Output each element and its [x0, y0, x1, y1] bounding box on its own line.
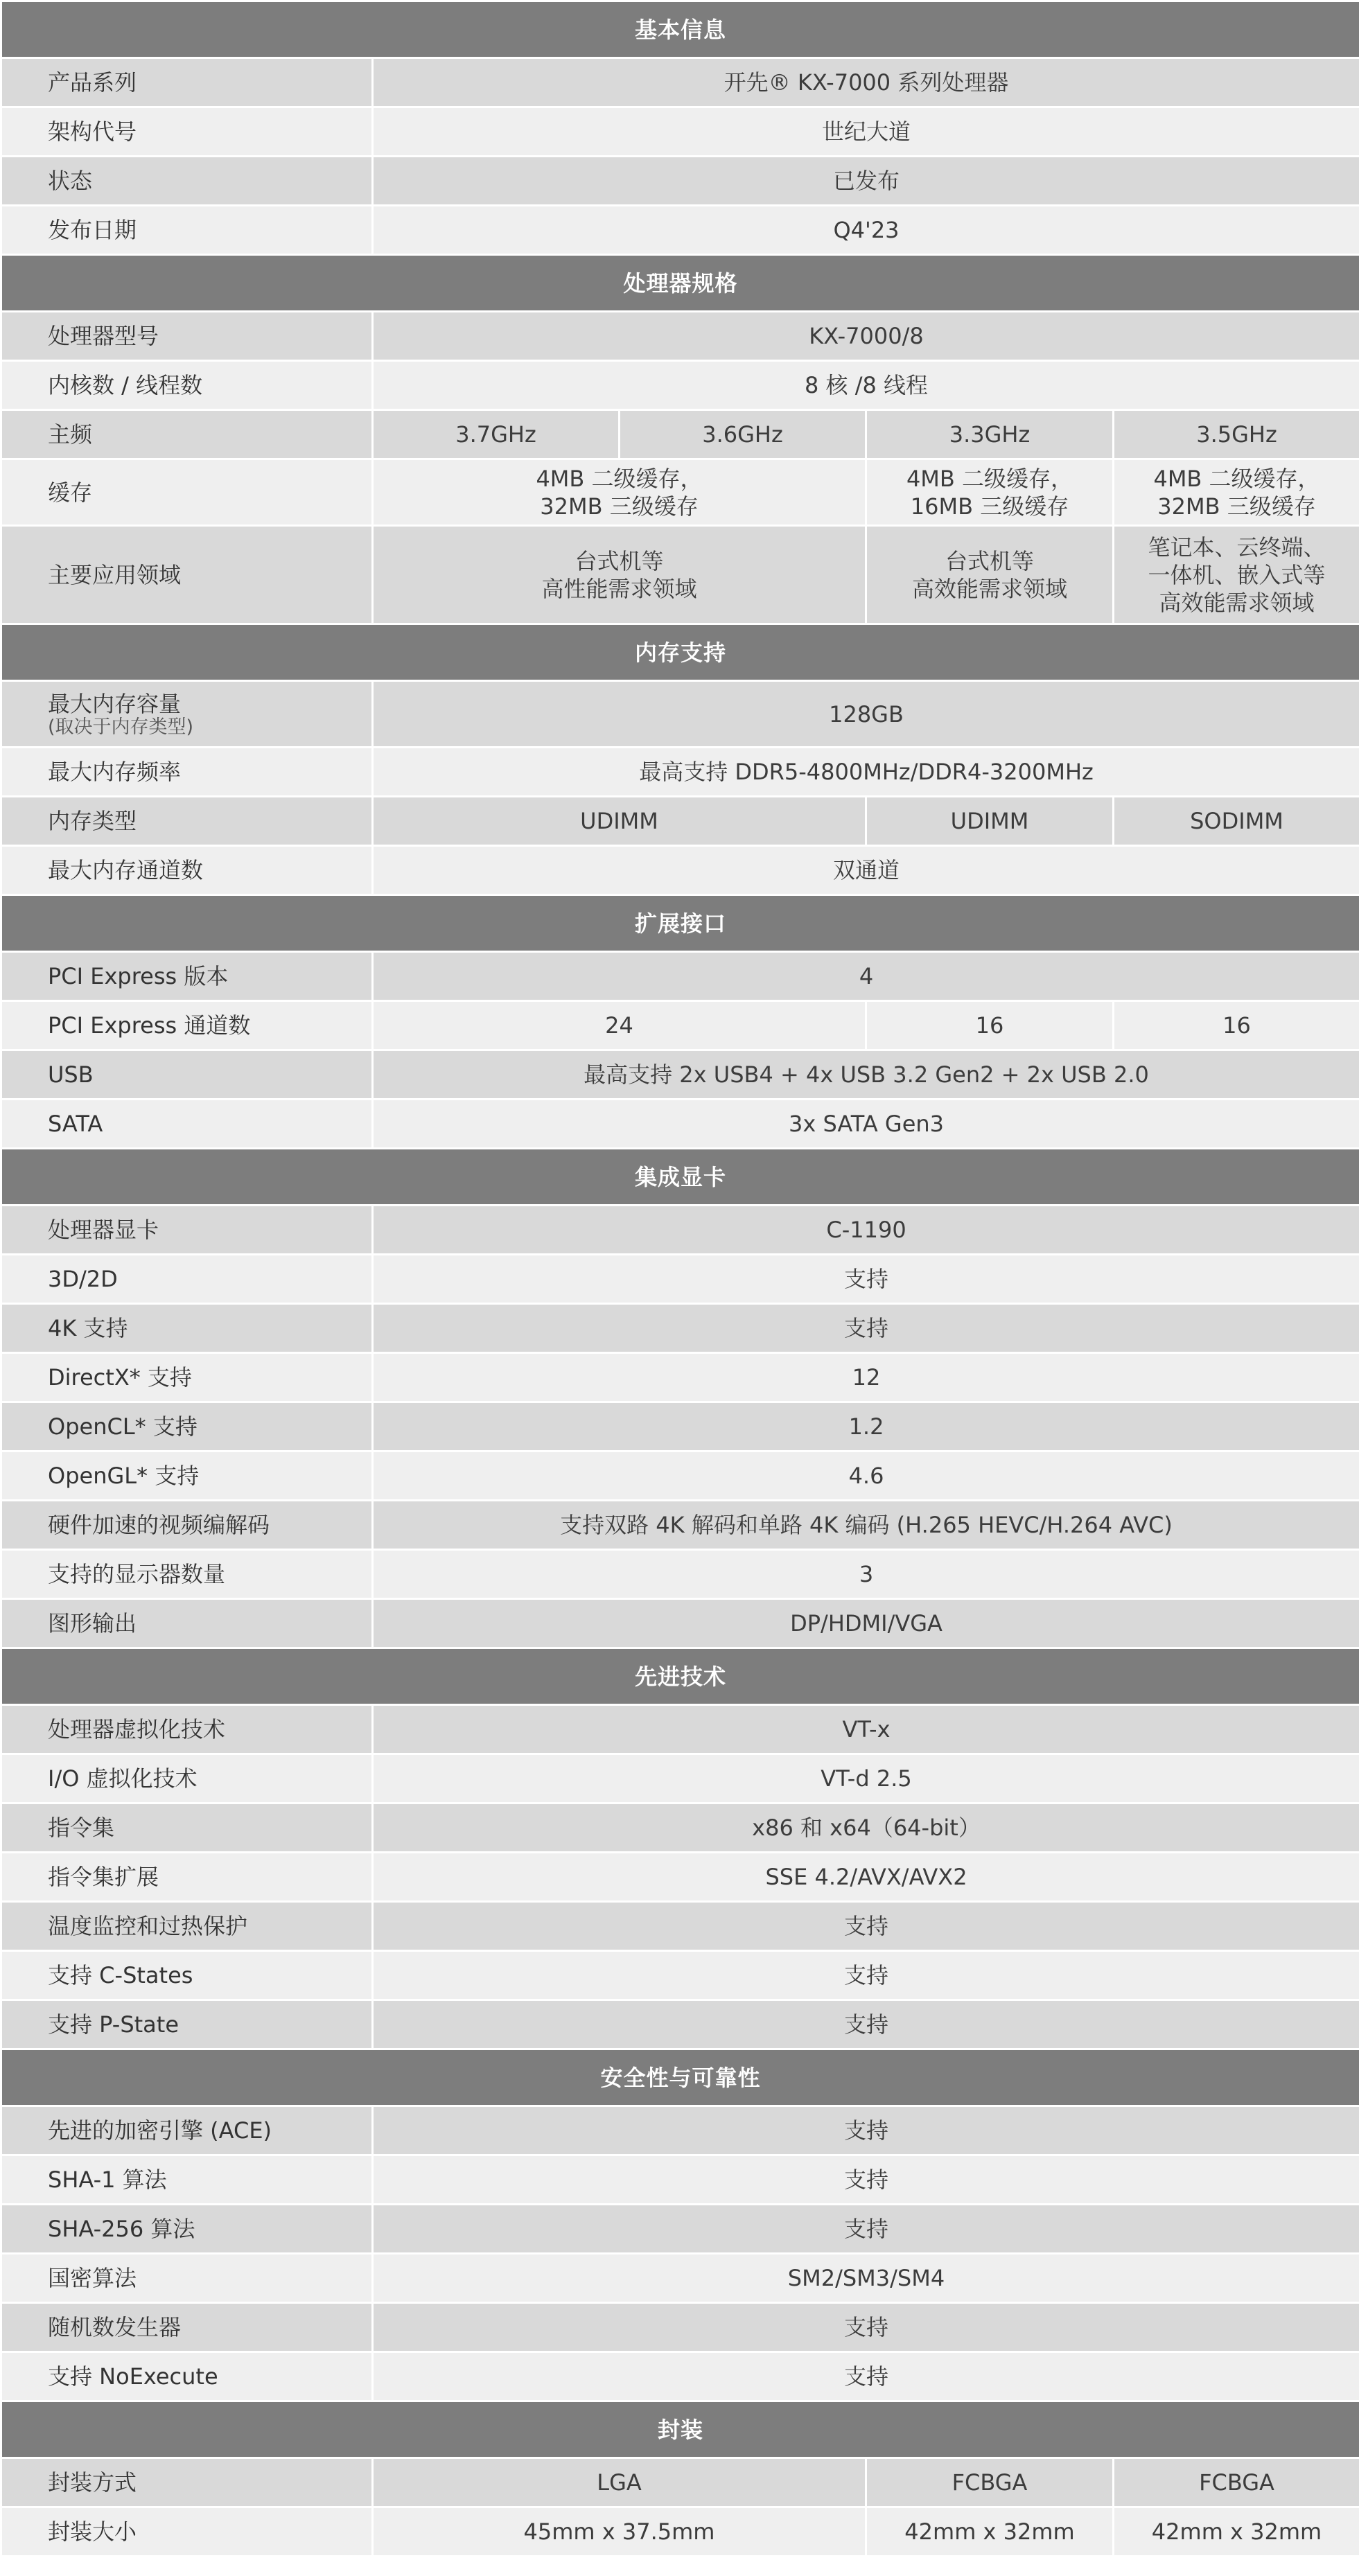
table-row — [1, 681, 1359, 748]
row-label: 处理器型号 — [1, 312, 373, 361]
table-row — [1, 1550, 1359, 1599]
row-label: 图形输出 — [1, 1599, 373, 1648]
row-value: C-1190 — [373, 1206, 1359, 1255]
row-label: USB — [1, 1050, 373, 1100]
row-label: 随机数发生器 — [1, 2303, 373, 2352]
row-value: 3.3GHz — [866, 410, 1114, 459]
row-value: 开先® KX-7000 系列处理器 — [373, 58, 1359, 107]
table-row — [1, 410, 1359, 459]
table-row — [1, 526, 1359, 624]
row-value: FCBGA — [866, 2458, 1114, 2507]
row-label: 支持 NoExecute — [1, 2352, 373, 2401]
row-value: 42mm x 32mm — [866, 2507, 1114, 2557]
table-row — [1, 157, 1359, 206]
row-label: 状态 — [1, 157, 373, 206]
table-row — [1, 1803, 1359, 1853]
row-value: 4.6 — [373, 1452, 1359, 1501]
row-value: 支持 — [373, 1951, 1359, 2000]
table-row — [1, 2155, 1359, 2205]
row-value: 支持双路 4K 解码和单路 4K 编码 (H.265 HEVC/H.264 AVC) — [373, 1501, 1359, 1550]
row-label: 处理器虚拟化技术 — [1, 1705, 373, 1754]
row-value: x86 和 x64（64-bit） — [373, 1803, 1359, 1853]
row-label: 支持的显示器数量 — [1, 1550, 373, 1599]
row-sublabel: (取决于内存类型) — [48, 716, 194, 738]
row-value: VT-x — [373, 1705, 1359, 1754]
row-label: 支持 P-State — [1, 2000, 373, 2049]
table-row — [1, 2106, 1359, 2155]
table-row — [1, 312, 1359, 361]
row-label: 3D/2D — [1, 1255, 373, 1304]
row-label: 封装大小 — [1, 2507, 373, 2557]
row-value: 3.7GHz — [373, 410, 620, 459]
row-value: 支持 — [373, 1902, 1359, 1951]
table-row — [1, 1353, 1359, 1402]
row-label: 发布日期 — [1, 206, 373, 255]
table-row — [1, 58, 1359, 107]
row-value: 支持 — [373, 2000, 1359, 2049]
row-value: 3x SATA Gen3 — [373, 1100, 1359, 1149]
row-value: 台式机等 高效能需求领域 — [866, 526, 1114, 624]
row-value: 1.2 — [373, 1402, 1359, 1452]
row-value: 16 — [1114, 1001, 1359, 1050]
row-value: 最高支持 DDR5-4800MHz/DDR4-3200MHz — [373, 748, 1359, 797]
table-row — [1, 1501, 1359, 1550]
row-label: PCI Express 通道数 — [1, 1001, 373, 1050]
section-header-graphics: 集成显卡 — [1, 1149, 1359, 1206]
table-row — [1, 2458, 1359, 2507]
table-row — [1, 1951, 1359, 2000]
table-row — [1, 2254, 1359, 2303]
row-label: 硬件加速的视频编解码 — [1, 1501, 373, 1550]
section-header-basic-info: 基本信息 — [1, 1, 1359, 58]
row-label — [1, 681, 373, 748]
row-label: SATA — [1, 1100, 373, 1149]
row-value: 4MB 二级缓存， 32MB 三级缓存 — [373, 459, 866, 526]
row-value: 台式机等 高性能需求领域 — [373, 526, 866, 624]
row-value: 支持 — [373, 1255, 1359, 1304]
row-value: 3.5GHz — [1114, 410, 1359, 459]
table-row — [1, 1206, 1359, 1255]
section-header-security: 安全性与可靠性 — [1, 2049, 1359, 2106]
row-label: SHA-1 算法 — [1, 2155, 373, 2205]
row-label: 架构代号 — [1, 107, 373, 157]
row-value: 12 — [373, 1353, 1359, 1402]
row-label: DirectX* 支持 — [1, 1353, 373, 1402]
row-label: 支持 C-States — [1, 1951, 373, 2000]
table-row — [1, 107, 1359, 157]
table-row — [1, 1853, 1359, 1902]
row-value: 支持 — [373, 2205, 1359, 2254]
row-value: 4 — [373, 952, 1359, 1001]
table-row — [1, 1705, 1359, 1754]
row-value: 42mm x 32mm — [1114, 2507, 1359, 2557]
row-value: SM2/SM3/SM4 — [373, 2254, 1359, 2303]
table-row — [1, 1402, 1359, 1452]
row-value: 8 核 /8 线程 — [373, 361, 1359, 410]
table-row — [1, 2205, 1359, 2254]
section-header-advanced-tech: 先进技术 — [1, 1648, 1359, 1705]
row-label: 国密算法 — [1, 2254, 373, 2303]
row-value: 支持 — [373, 1304, 1359, 1353]
table-row — [1, 1902, 1359, 1951]
table-row — [1, 1050, 1359, 1100]
table-row — [1, 361, 1359, 410]
row-value: 4MB 二级缓存， 16MB 三级缓存 — [866, 459, 1114, 526]
row-label: 指令集扩展 — [1, 1853, 373, 1902]
table-row — [1, 846, 1359, 895]
row-value: 最高支持 2x USB4 + 4x USB 3.2 Gen2 + 2x USB 2.0 — [373, 1050, 1359, 1100]
table-row — [1, 1100, 1359, 1149]
row-value: 双通道 — [373, 846, 1359, 895]
row-value: 支持 — [373, 2155, 1359, 2205]
table-row — [1, 1754, 1359, 1803]
row-value: LGA — [373, 2458, 866, 2507]
row-value: UDIMM — [373, 797, 866, 846]
row-label: 处理器显卡 — [1, 1206, 373, 1255]
row-label: 内存类型 — [1, 797, 373, 846]
table-row — [1, 2303, 1359, 2352]
row-label: I/O 虚拟化技术 — [1, 1754, 373, 1803]
row-label-text: 最大内存容量 — [48, 690, 182, 717]
section-header-package: 封装 — [1, 2401, 1359, 2458]
row-label: 主要应用领域 — [1, 526, 373, 624]
row-label: 最大内存频率 — [1, 748, 373, 797]
row-label: 内核数 / 线程数 — [1, 361, 373, 410]
row-value: KX-7000/8 — [373, 312, 1359, 361]
row-value: 128GB — [373, 681, 1359, 748]
section-header-memory: 内存支持 — [1, 624, 1359, 681]
table-row — [1, 2352, 1359, 2401]
row-value: 3.6GHz — [620, 410, 866, 459]
table-row — [1, 206, 1359, 255]
table-row — [1, 1452, 1359, 1501]
table-row — [1, 2000, 1359, 2049]
table-row — [1, 1599, 1359, 1648]
table-row — [1, 1255, 1359, 1304]
row-value: 3 — [373, 1550, 1359, 1599]
row-value: 4MB 二级缓存， 32MB 三级缓存 — [1114, 459, 1359, 526]
row-label: OpenCL* 支持 — [1, 1402, 373, 1452]
row-value: 45mm x 37.5mm — [373, 2507, 866, 2557]
table-row — [1, 1001, 1359, 1050]
row-value: DP/HDMI/VGA — [373, 1599, 1359, 1648]
row-value: 支持 — [373, 2352, 1359, 2401]
row-value: 已发布 — [373, 157, 1359, 206]
row-label: 主频 — [1, 410, 373, 459]
table-row — [1, 797, 1359, 846]
row-value: 支持 — [373, 2106, 1359, 2155]
row-label: 4K 支持 — [1, 1304, 373, 1353]
table-row — [1, 1304, 1359, 1353]
row-value: UDIMM — [866, 797, 1114, 846]
row-label: 缓存 — [1, 459, 373, 526]
row-value: 16 — [866, 1001, 1114, 1050]
table-row — [1, 952, 1359, 1001]
row-value: 世纪大道 — [373, 107, 1359, 157]
section-header-processor-specs: 处理器规格 — [1, 255, 1359, 312]
row-value: 支持 — [373, 2303, 1359, 2352]
row-label: 温度监控和过热保护 — [1, 1902, 373, 1951]
row-value: VT-d 2.5 — [373, 1754, 1359, 1803]
row-label: 封装方式 — [1, 2458, 373, 2507]
row-label: PCI Express 版本 — [1, 952, 373, 1001]
row-value: SODIMM — [1114, 797, 1359, 846]
table-row — [1, 748, 1359, 797]
row-label: 指令集 — [1, 1803, 373, 1853]
row-value: 24 — [373, 1001, 866, 1050]
table-row — [1, 459, 1359, 526]
table-row — [1, 2507, 1359, 2557]
row-value: Q4'23 — [373, 206, 1359, 255]
row-label: OpenGL* 支持 — [1, 1452, 373, 1501]
row-value: 笔记本、云终端、 一体机、嵌入式等 高效能需求领域 — [1114, 526, 1359, 624]
section-header-expansion: 扩展接口 — [1, 895, 1359, 952]
row-label: 先进的加密引擎 (ACE) — [1, 2106, 373, 2155]
row-value: SSE 4.2/AVX/AVX2 — [373, 1853, 1359, 1902]
row-label: SHA-256 算法 — [1, 2205, 373, 2254]
row-value: FCBGA — [1114, 2458, 1359, 2507]
row-label: 产品系列 — [1, 58, 373, 107]
row-label: 最大内存通道数 — [1, 846, 373, 895]
